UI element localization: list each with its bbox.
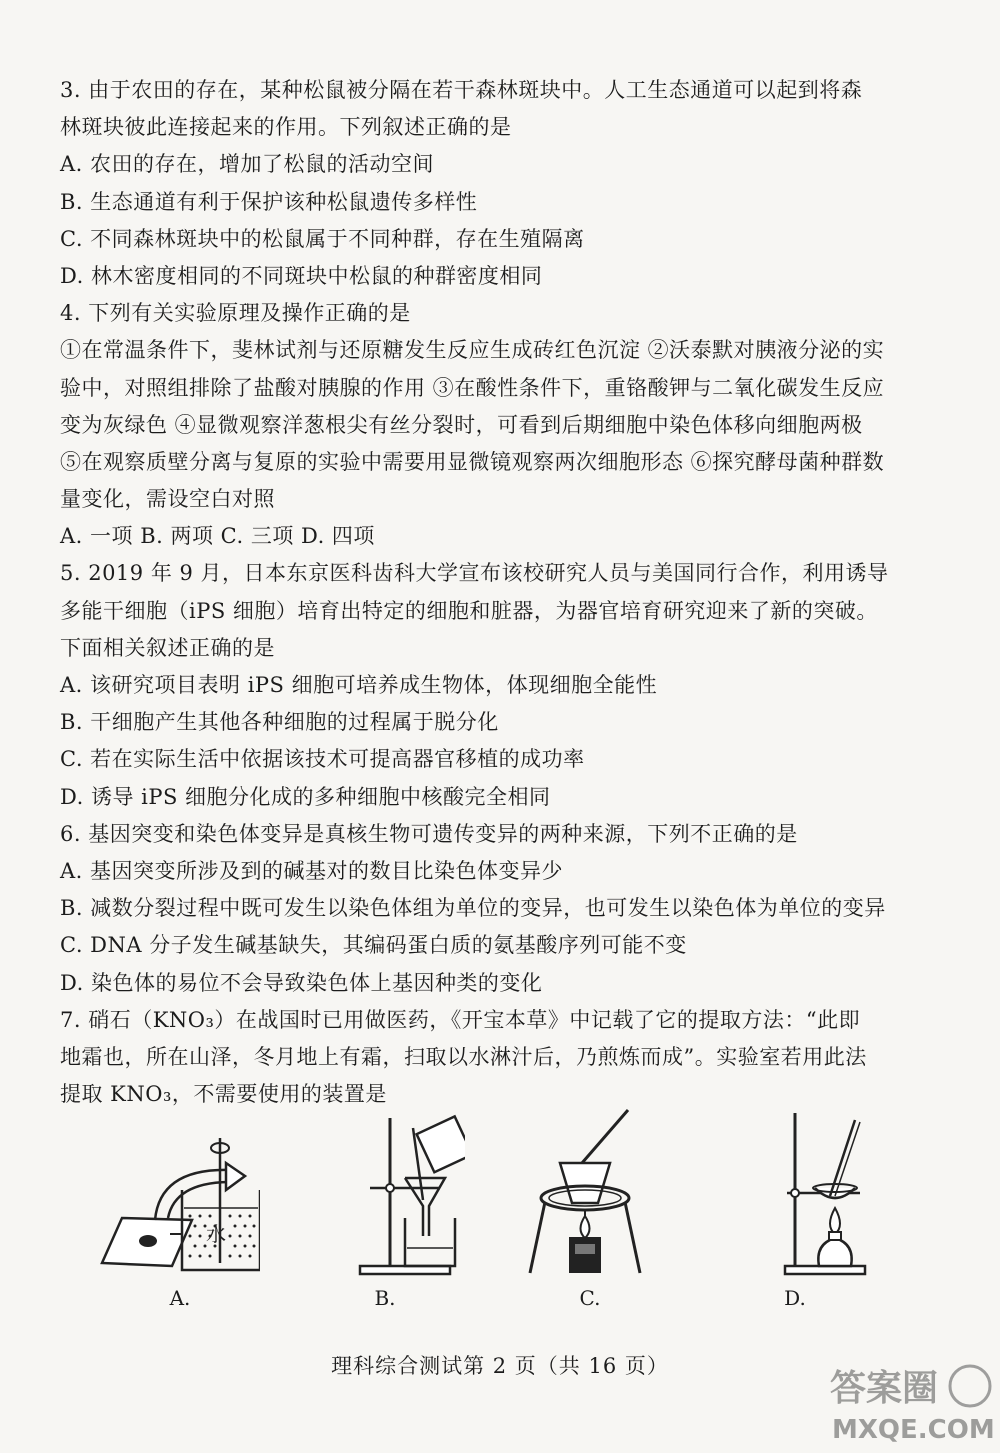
crucible-heating-icon: [510, 1108, 670, 1283]
filtration-apparatus-icon: [305, 1108, 465, 1283]
figure-b-filtration: [305, 1108, 465, 1318]
q5-option-b: B. 干细胞产生其他各种细胞的过程属于脱分化: [60, 710, 499, 735]
figure-d-label: D.: [784, 1286, 806, 1310]
q5-option-c: C. 若在实际生活中依据该技术可提高器官移植的成功率: [60, 747, 585, 772]
q3-option-c: C. 不同森林斑块中的松鼠属于不同种群，存在生殖隔离: [60, 226, 585, 251]
site-watermark: [810, 1360, 1000, 1449]
q6-option-d: D. 染色体的易位不会导致染色体上基因种类的变化: [60, 970, 543, 995]
q4-body-line: 变为灰绿色 ④显微观察洋葱根尖有丝分裂时，可看到后期细胞中染色体移向细胞两极: [60, 412, 863, 437]
figure-c-crucible-heating: [510, 1108, 670, 1318]
q4-body-line: 量变化，需设空白对照: [60, 487, 275, 512]
q7-stem-line: 7. 硝石（KNO₃）在战国时已用做医药，《开宝本草》中记载了它的提取方法：“此即: [60, 1007, 861, 1032]
q6-option-c: C. DNA 分子发生碱基缺失，其编码蛋白质的氨基酸序列可能不变: [60, 933, 687, 958]
figure-c-label: C.: [579, 1286, 601, 1310]
watermark-logo-icon: [810, 1360, 1000, 1449]
q4-options: A. 一项 B. 两项 C. 三项 D. 四项: [60, 524, 375, 549]
evaporation-apparatus-icon: [715, 1108, 875, 1283]
q7-stem-line: 提取 KNO₃，不需要使用的装置是: [60, 1082, 387, 1107]
q3-option-b: B. 生态通道有利于保护该种松鼠遗传多样性: [60, 189, 478, 214]
q7-stem-line: 地霜也，所在山泽，冬月地上有霜，扫取以水淋汁后，乃煎炼而成”。实验室若用此法: [60, 1044, 867, 1069]
q5-stem-line: 下面相关叙述正确的是: [60, 635, 275, 660]
q4-body-line: 验中，对照组排除了盐酸对胰腺的作用 ③在酸性条件下，重铬酸钾与二氧化碳发生反应: [60, 375, 885, 400]
figure-a-dissolving: [100, 1108, 260, 1318]
water-label: 水: [206, 1222, 226, 1246]
q3-option-a: A. 农田的存在，增加了松鼠的活动空间: [60, 152, 435, 177]
q5-option-a: A. 该研究项目表明 iPS 细胞可培养成生物体，体现细胞全能性: [60, 673, 658, 697]
q6-option-a: A. 基因突变所涉及到的碱基对的数目比染色体变异少: [60, 858, 564, 883]
q4-body-line: ①在常温条件下，斐林试剂与还原糖发生反应生成砖红色沉淀 ②沃泰默对胰液分泌的实: [60, 338, 885, 363]
figure-a-label: A.: [169, 1286, 191, 1310]
q4-stem: 4. 下列有关实验原理及操作正确的是: [60, 301, 411, 326]
q3-stem-line2: 林斑块彼此连接起来的作用。下列叙述正确的是: [60, 115, 512, 140]
apparatus-figures: [100, 1108, 900, 1318]
q4-body-line: ⑤在观察质壁分离与复原的实验中需要用显微镜观察两次细胞形态 ⑥探究酵母菌种群数: [60, 449, 885, 474]
q3-option-d: D. 林木密度相同的不同斑块中松鼠的种群密度相同: [60, 263, 543, 288]
page-footer: 理科综合测试第 2 页（共 16 页）: [331, 1354, 669, 1378]
q6-stem: 6. 基因突变和染色体变异是真核生物可遗传变异的两种来源，下列不正确的是: [60, 821, 798, 846]
watermark-text-top: 答案圈: [830, 1368, 939, 1409]
q3-stem-line1: 3. 由于农田的存在，某种松鼠被分隔在若干森林斑块中。人工生态通道可以起到将森: [60, 78, 863, 102]
watermark-text-bottom: MXQE.COM: [832, 1415, 995, 1445]
q5-stem-line: 5. 2019 年 9 月，日本东京医科齿科大学宣布该校研究人员与美国同行合作，利用诱导: [60, 561, 889, 586]
q6-option-b: B. 减数分裂过程中既可发生以染色体组为单位的变异，也可发生以染色体为单位的变异: [60, 896, 886, 921]
question-text-block: [60, 72, 950, 1113]
figure-d-evaporation: [715, 1108, 875, 1318]
q5-stem-line: 多能干细胞（iPS 细胞）培育出特定的细胞和脏器，为器官培育研究迎来了新的突破。: [60, 598, 878, 623]
q5-option-d: D. 诱导 iPS 细胞分化成的多种细胞中核酸完全相同: [60, 784, 551, 809]
figure-b-label: B.: [374, 1286, 396, 1310]
dissolving-apparatus-icon: [100, 1108, 260, 1283]
